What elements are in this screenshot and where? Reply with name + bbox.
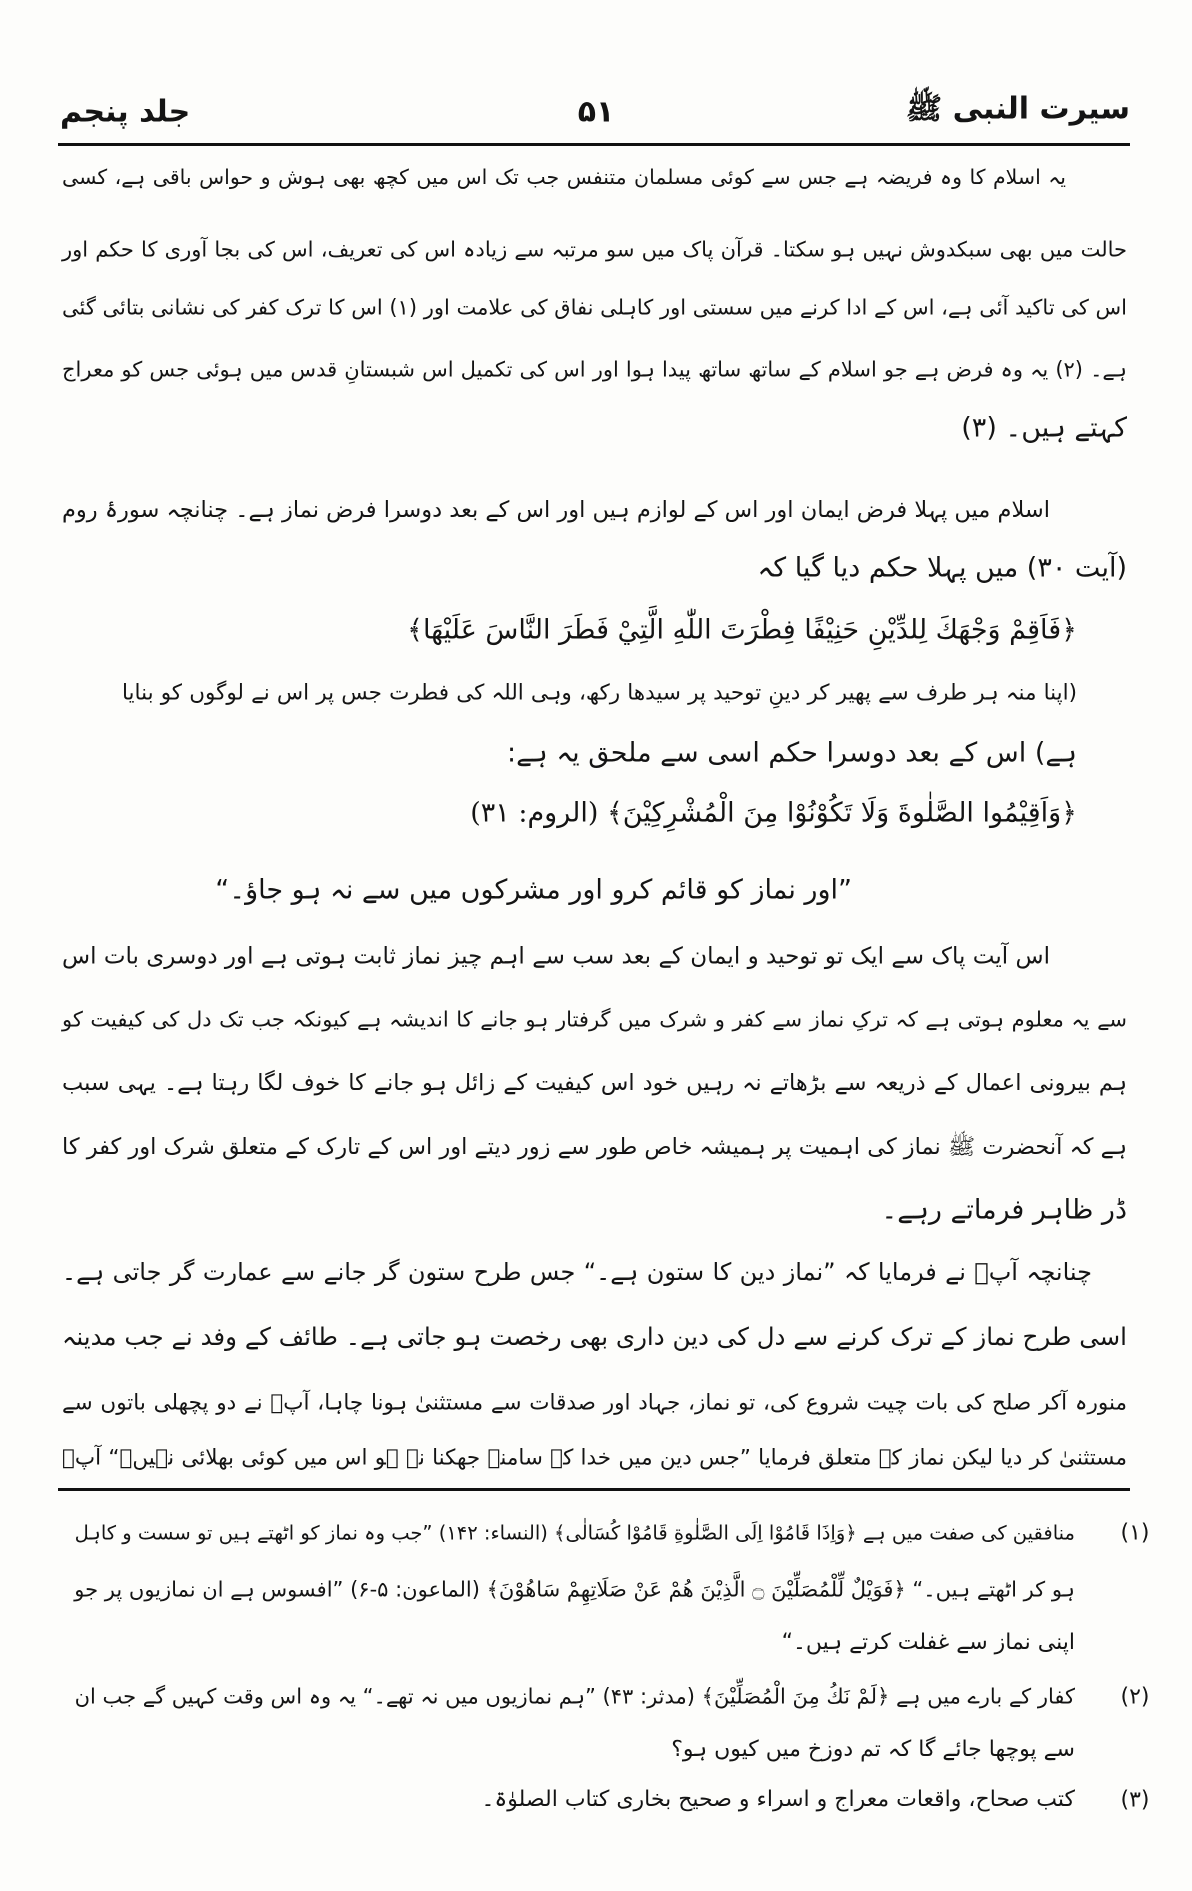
text-line: یہ اسلام کا وہ فریضہ ہے جس سے کوئی مسلمان متنفس جب تک اس میں کچھ بھی ہوش و حواس باقی ہے، کسی	[62, 164, 1066, 189]
text-line: سے یہ معلوم ہوتی ہے کہ ترکِ نماز سے کفر و شرک میں گرفتار ہو جانے کا اندیشہ ہے کیونکہ جب تک دل کی کیفیت کو	[62, 1007, 1127, 1032]
text-line: اسلام میں پہلا فرض ایمان اور اس کے لوازم ہیں اور اس کے بعد دوسرا فرض نماز ہے۔ چنانچہ سورۂ روم	[62, 496, 1050, 523]
footnote-rule	[58, 1488, 1130, 1491]
footnote-number: (۲)	[1120, 1684, 1150, 1710]
translation-line: (اپنا منہ ہر طرف سے پھیر کر دینِ توحید پر سیدھا رکھ، وہی اللہ کی فطرت جس پر اس نے لوگوں کو بنایا	[122, 680, 1077, 706]
footnote-line: ہو کر اٹھتے ہیں۔“ ﴿فَوَيْلٌ لِّلْمُصَلِّيْنَ ۝ الَّذِيْنَ هُمْ عَنْ صَلَاتِهِمْ سَاهُوْنَ﴾ (الماعون: ۵-۶) ”افسوس ہے ان نمازیوں پر جو	[74, 1577, 1075, 1602]
volume-label: جلد پنجم	[60, 94, 191, 130]
header-rule	[58, 143, 1130, 146]
footnote-line: کفار کے بارے میں ہے ﴿لَمْ نَكُ مِنَ الْمُصَلِّيْنَ﴾ (مدثر: ۴۳) ”ہم نمازیوں میں نہ تھے۔“ یہ وہ اس وقت کہیں گے جب ان	[74, 1684, 1075, 1709]
footnote-number: (۳)	[1120, 1787, 1150, 1813]
text-line: چنانچہ آپؐ نے فرمایا کہ ”نماز دین کا ستون ہے۔“ جس طرح ستون گر جانے سے عمارت گر جاتی ہے۔	[62, 1258, 1093, 1286]
text-line: ہم بیرونی اعمال کے ذریعہ سے بڑھاتے نہ رہیں خود اس کیفیت کے زائل ہو جانے کا خوف لگا رہتا ہے۔ یہی سبب	[62, 1069, 1127, 1096]
quran-verse: ﴿فَاَقِمْ وَجْهَكَ لِلدِّيْنِ حَنِيْفًا فِطْرَتَ اللّٰهِ الَّتِيْ فَطَرَ النَّاسَ عَلَيْهَا﴾	[407, 614, 1077, 646]
text-line: ہے کہ آنحضرت ﷺ نماز کی اہمیت پر ہمیشہ خاص طور سے زور دیتے اور اس کے تارک کے متعلق شرک اور کفر کا	[61, 1133, 1127, 1160]
text-line: اس آیت پاک سے ایک تو توحید و ایمان کے بعد سب سے اہم چیز نماز ثابت ہوتی ہے اور دوسری بات اس	[62, 943, 1050, 970]
quran-verse: ﴿وَاَقِيْمُوا الصَّلٰوةَ وَلَا تَكُوْنُوْا مِنَ الْمُشْرِكِيْنَ﴾ (الروم: ۳۱)	[470, 797, 1077, 829]
footnote-line: منافقین کی صفت میں ہے ﴿وَاِذَا قَامُوْا اِلَى الصَّلٰوةِ قَامُوْا كُسَالٰى﴾ (النساء: ۱۴۲) ”جب وہ نماز کو اٹھتے ہیں تو سست و کاہل	[74, 1521, 1075, 1545]
book-title: سیرت النبی ﷺ	[905, 91, 1130, 127]
footnote-line: اپنی نماز سے غفلت کرتے ہیں۔“	[781, 1630, 1075, 1655]
footnote-number: (۱)	[1120, 1520, 1150, 1546]
text-line: ڈر ظاہر فرماتے رہے۔	[881, 1194, 1127, 1226]
footnote-line: سے پوچھا جائے گا کہ تم دوزخ میں کیوں ہو؟	[671, 1737, 1075, 1762]
text-line: اسی طرح نماز کے ترک کرنے سے دل کی دین داری بھی رخصت ہو جاتی ہے۔ طائف کے وفد نے جب مدینہ	[62, 1321, 1127, 1351]
text-line: کہتے ہیں۔ (۳)	[961, 412, 1127, 444]
translation-line: ہے) اس کے بعد دوسرا حکم اسی سے ملحق یہ ہے:	[507, 737, 1077, 769]
text-line: اس کی تاکید آئی ہے، اس کے ادا کرنے میں سستی اور کاہلی نفاق کی علامت اور (۱) اس کا ترک کفر کی نشانی بتائی گئی	[62, 295, 1127, 320]
text-line: حالت میں بھی سبکدوش نہیں ہو سکتا۔ قرآن پاک میں سو مرتبہ سے زیادہ اس کی تعریف، اس کی بجا آوری کا حکم اور	[62, 237, 1127, 262]
page-number: ۵۱	[577, 94, 615, 130]
verse-translation: ”اور نماز کو قائم کرو اور مشرکوں میں سے نہ ہو جاؤ۔“	[215, 874, 852, 906]
text-line: (آیت ۳۰) میں پہلا حکم دیا گیا کہ	[757, 552, 1127, 584]
text-line: مستثنیٰ کر دیا لیکن نماز کے متعلق فرمایا ”جس دین میں خدا کے سامنے جھکنا نہ ہو اس میں کوئی بھلائی نہیں۔“ آپؐ	[62, 1445, 1127, 1471]
text-line: منورہ آکر صلح کی بات چیت شروع کی، تو نماز، جہاد اور صدقات سے مستثنیٰ ہونا چاہا، آپؐ نے دو پچھلی باتوں سے	[62, 1390, 1127, 1416]
footnote-line: کتب صحاح، واقعات معراج و اسراء و صحیح بخاری کتاب الصلوٰۃ۔	[481, 1787, 1075, 1812]
text-line: ہے۔ (۲) یہ وہ فرض ہے جو اسلام کے ساتھ ساتھ پیدا ہوا اور اس کی تکمیل اس شبستانِ قدس میں ہوئی جس کو معراج	[62, 357, 1127, 382]
